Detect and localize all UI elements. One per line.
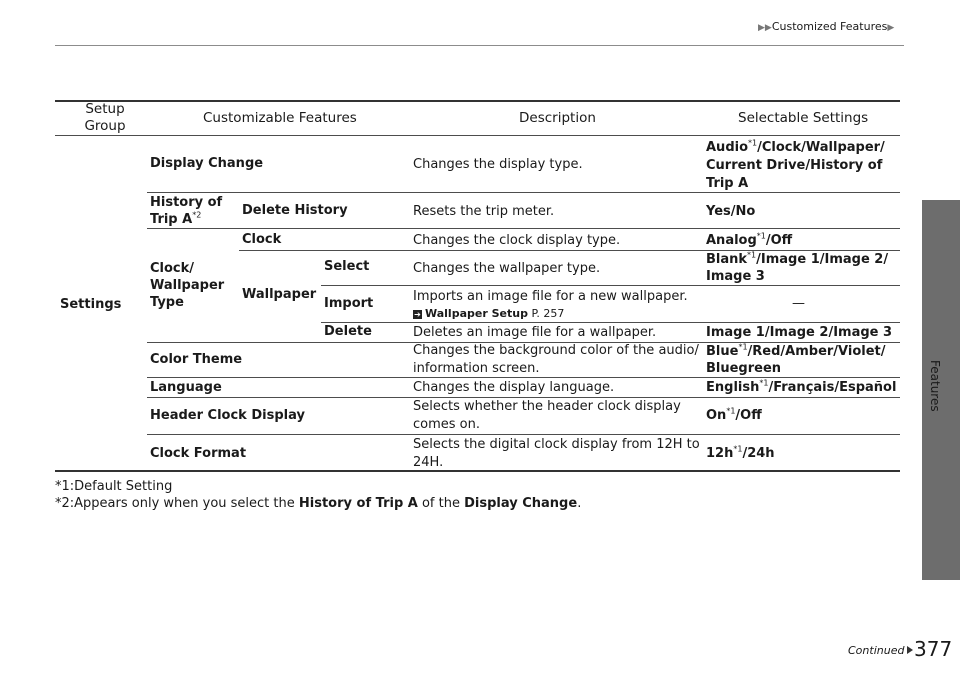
triangle-icon: ▶▶ xyxy=(758,23,772,33)
desc-language: Changes the display language. xyxy=(413,380,615,395)
section-tab-label: Features xyxy=(928,360,942,412)
feature-clock: Clock xyxy=(242,232,282,247)
settings-clock: Analog$^{*1}$/Off xyxy=(706,231,793,248)
settings-color-theme-1: Blue$^{*1}$/Red/Amber/Violet/ xyxy=(706,342,886,359)
header-divider xyxy=(55,135,900,136)
desc-delete-history: Resets the trip meter. xyxy=(413,204,555,219)
breadcrumb xyxy=(758,20,894,33)
desc-color-theme-2: information screen. xyxy=(413,361,540,376)
settings-header-clock: On$^{*1}$/Off xyxy=(706,406,762,423)
feature-header-clock: Header Clock Display xyxy=(150,408,305,423)
desc-clock-format-2: 24H. xyxy=(413,455,444,470)
feature-display-change: Display Change xyxy=(150,156,264,171)
desc-select: Changes the wallpaper type. xyxy=(413,261,601,276)
settings-language: English$^{*1}$/Français/Español xyxy=(706,378,897,395)
group-history-1: History of xyxy=(150,195,223,210)
column-header-description: Description xyxy=(519,110,596,126)
column-header-settings: Selectable Settings xyxy=(738,110,869,126)
desc-clock: Changes the clock display type. xyxy=(413,233,621,248)
feature-delete-history: Delete History xyxy=(242,203,348,218)
desc-color-theme-1: Changes the background color of the audio/ xyxy=(413,343,699,358)
settings-import: — xyxy=(792,296,805,311)
xref-page: P. 257 xyxy=(531,307,565,320)
breadcrumb-label: Customized Features xyxy=(771,20,888,33)
feature-select: Select xyxy=(324,259,370,274)
row-divider xyxy=(147,228,900,229)
feature-delete: Delete xyxy=(324,324,372,339)
row-divider xyxy=(147,434,900,435)
feature-import: Import xyxy=(324,296,374,311)
desc-header-clock-1: Selects whether the header clock display xyxy=(413,399,681,414)
settings-delete-history: Yes/No xyxy=(706,204,756,219)
footnote-2: *2:Appears only when you select the History of Trip A of the Display Change. xyxy=(55,496,582,511)
feature-language: Language xyxy=(150,380,222,395)
triangle-icon: ▶ xyxy=(887,23,895,33)
row-divider xyxy=(147,377,900,378)
group-clock-wallpaper-2: Wallpaper xyxy=(150,278,225,293)
header-rule xyxy=(55,45,904,46)
feature-color-theme: Color Theme xyxy=(150,352,243,367)
settings-color-theme-2: Bluegreen xyxy=(706,361,782,376)
group-history-2: Trip $A^{*2}$ xyxy=(150,210,202,227)
settings-select-2: Image 3 xyxy=(706,269,765,284)
row-divider xyxy=(147,192,900,193)
group-settings: Settings xyxy=(60,297,122,312)
cross-reference-icon: ➔ xyxy=(414,309,421,319)
settings-display-change-2: Current Drive/History of xyxy=(706,158,883,173)
xref-wallpaper-setup[interactable] xyxy=(413,307,564,320)
desc-header-clock-2: comes on. xyxy=(413,417,480,432)
table-bottom-rule xyxy=(55,470,900,472)
xref-label: Wallpaper Setup xyxy=(425,307,528,320)
group-clock-wallpaper-1: Clock/ xyxy=(150,261,195,276)
settings-display-change-1: Audio$^{*1}$/Clock/Wallpaper/ xyxy=(706,138,885,155)
footnote-1: *1:Default Setting xyxy=(55,479,173,494)
settings-select-1: Blank$^{*1}$/Image 1/Image 2/ xyxy=(706,250,889,267)
column-header-features: Customizable Features xyxy=(203,110,357,126)
table-top-rule xyxy=(55,100,900,102)
settings-clock-format: $12h^{*1}/24h$ xyxy=(706,444,775,461)
feature-clock-format: Clock Format xyxy=(150,446,247,461)
column-header-setup-group: Setup Group xyxy=(84,101,126,134)
page-number: 377 xyxy=(914,637,953,661)
continued-arrow-icon xyxy=(907,646,913,654)
desc-clock-format-1: Selects the digital clock display from 12H to xyxy=(413,437,700,452)
row-divider xyxy=(321,285,900,286)
feature-wallpaper: Wallpaper xyxy=(242,287,317,302)
desc-import: Imports an image file for a new wallpaper. xyxy=(413,289,688,304)
desc-delete: Deletes an image file for a wallpaper. xyxy=(413,325,657,340)
row-divider xyxy=(321,322,900,323)
continued-label: Continued xyxy=(848,644,905,657)
settings-delete: Image 1/Image 2/Image 3 xyxy=(706,325,893,340)
group-clock-wallpaper-3: Type xyxy=(150,295,184,310)
desc-display-change: Changes the display type. xyxy=(413,157,583,172)
settings-display-change-3: Trip A xyxy=(706,176,749,191)
